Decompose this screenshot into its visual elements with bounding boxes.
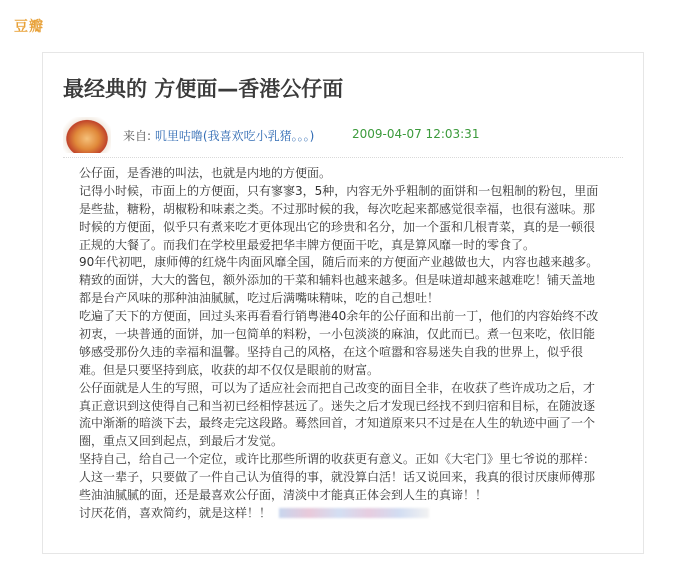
content-line: 些油油腻腻的面，还是最喜欢公仔面，清淡中才能真正体会到人生的真谛！！ — [79, 488, 488, 503]
post-source — [123, 127, 314, 144]
content-line: 够感受那份久违的幸福和温馨。坚持自己的风格，在这个喧嚣和容易迷失自我的世界上，似乎很 — [79, 344, 584, 359]
content-line: 公仔面就是人生的写照，可以为了适应社会而把自己改变的面目全非，在收获了些许成功之后，才 — [79, 380, 596, 395]
content-line: 时候的方便面，似乎只有煮来吃才更体现出它的珍贵和名分，加一个蛋和几根青菜，真的是一顿很 — [79, 219, 596, 234]
content-line: 90年代初吧，康师傅的红烧牛肉面风靡全国，随后而来的方便面产业越做也大，内容也越来越多。 — [79, 255, 599, 270]
author-note[interactable]: (我喜欢吃小乳猪。。。) — [202, 129, 315, 143]
content-line: 流中渐渐的暗淡下去，最终走完这段路。蓦然回首，才知道原来只不过是在人生的轨迹中画了一个 — [79, 416, 596, 431]
content-line: 真正意识到这使得自己和当初已经相悖甚远了。迷失之后才发现已经找不到归宿和目标，在随波逐 — [79, 398, 596, 413]
post-title: 最经典的 方便面—香港公仔面 — [63, 77, 344, 101]
content-line: 圈，重点又回到起点，到最后才发觉。 — [79, 434, 284, 449]
content-line-last — [79, 505, 619, 523]
post-date: 2009-04-07 12:03:31 — [352, 127, 480, 141]
author-avatar[interactable] — [63, 117, 111, 153]
douban-logo[interactable]: 豆瓣 — [14, 19, 44, 35]
post-content — [79, 165, 619, 523]
post-meta — [63, 117, 623, 158]
content-line: 人这一辈子，只要做了一件自己认为值得的事，就没算白活！话又说回来，我真的很讨厌康师傅那 — [79, 470, 596, 485]
from-label: 来自: — [123, 129, 152, 143]
content-line: 正规的大餐了。而我们在学校里最爱把华丰牌方便面干吃，真是算风靡一时的零食了。 — [79, 237, 536, 252]
content-line: 吃遍了天下的方便面，回过头来再看看行销粤港40余年的公仔面和出前一丁，他们的内容始终不改 — [79, 309, 599, 324]
content-line: 都是台产风味的那种油油腻腻，吃过后满嘴味精味，吃的自己想吐！ — [79, 291, 440, 306]
content-line: 坚持自己，给自己一个定位，或许比那些所谓的收获更有意义。正如《大宅门》里七爷说的那样： — [79, 452, 596, 467]
content-line: 精致的面饼，大大的酱包，额外添加的干菜和辅料也越来越多。但是味道却越来越难吃！铺天盖地 — [79, 273, 596, 288]
content-line: 初衷，一块普通的面饼，加一包简单的料粉，一小包淡淡的麻油，仅此而已。煮一包来吃，依旧能 — [79, 327, 596, 342]
content-line-text: 讨厌花俏，喜欢简约，就是这样！！ — [79, 505, 272, 520]
content-line: 公仔面，是香港的叫法，也就是内地的方便面。 — [79, 166, 332, 180]
post-card — [42, 52, 644, 554]
author-link[interactable]: 叽里咕噜 — [154, 129, 203, 143]
content-line: 难。但是只要坚持到底，收获的却不仅仅是眼前的财富。 — [79, 362, 380, 377]
content-line: 记得小时候，市面上的方便面，只有寥寥3，5种，内容无外乎粗制的面饼和一包粗制的粉包，里面 — [79, 183, 599, 198]
blurred-watermark — [279, 508, 429, 518]
content-line: 是些盐，糖粉，胡椒粉和味素之类。不过那时候的我，每次吃起来都感觉很幸福，也很有滋味。那 — [79, 201, 596, 216]
